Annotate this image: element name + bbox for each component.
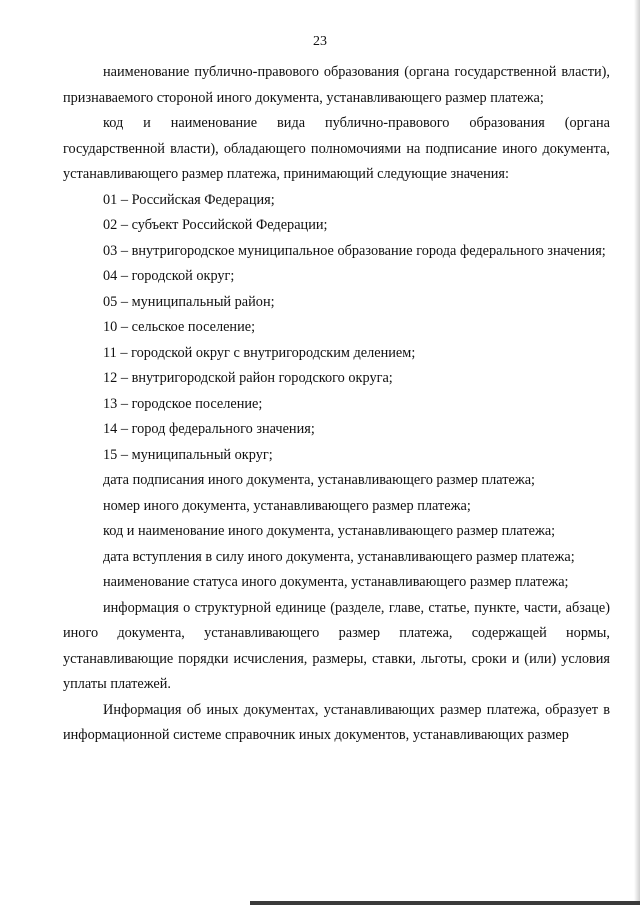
page-number: 23 xyxy=(313,34,327,49)
paragraph: код и наименование иного документа, устанавливающего размер платежа; xyxy=(103,523,556,539)
paragraph: информация о структурной единице (разделе, главе, статье, пункте, части, абзаце) иного документа, устанавливающего размер платежа, содержащей нормы, устанавливающие порядки исчисления, размеры, ставки, льготы, сроки и (или) условия уплаты платежей. xyxy=(63,599,610,692)
list-item: 05 – муниципальный район; xyxy=(103,293,275,310)
paragraph: код и наименование вида публично-правового образования (органа государственной власти), обладающего полномочиями на подписание иного документа, устанавливающего размер платежа, принимающий следующие значения: xyxy=(63,115,610,182)
paragraph: дата подписания иного документа, устанавливающего размер платежа; xyxy=(103,472,536,488)
paragraph: наименование статуса иного документа, устанавливающего размер платежа; xyxy=(103,574,569,590)
list-item: 11 – городской округ с внутригородским делением; xyxy=(103,344,416,361)
list-item: 04 – городской округ; xyxy=(103,268,235,284)
paragraph: номер иного документа, устанавливающего размер платежа; xyxy=(103,497,471,514)
paragraph: наименование публично-правового образования (органа государственной власти), признаваемого стороной иного документа, устанавливающего размер платежа; xyxy=(63,64,610,106)
list-item: 15 – муниципальный округ; xyxy=(103,446,273,463)
scan-edge-bottom xyxy=(250,901,640,905)
scan-edge-right xyxy=(634,0,640,905)
list-item: 14 – город федерального значения; xyxy=(103,421,315,437)
list-item: 13 – городское поселение; xyxy=(103,395,263,412)
list-item: 03 – внутригородское муниципальное образование города федерального значения; xyxy=(103,242,606,259)
list-item: 12 – внутригородской район городского округа; xyxy=(103,370,393,386)
list-item: 10 – сельское поселение; xyxy=(103,319,256,335)
list-item: 01 – Российская Федерация; xyxy=(103,191,275,208)
paragraph: дата вступления в силу иного документа, устанавливающего размер платежа; xyxy=(103,548,575,565)
document-body xyxy=(63,60,610,749)
list-item: 02 – субъект Российской Федерации; xyxy=(103,217,328,233)
paragraph: Информация об иных документах, устанавливающих размер платежа, образует в информационной системе справочник иных документов, устанавливающих размер xyxy=(63,701,610,743)
